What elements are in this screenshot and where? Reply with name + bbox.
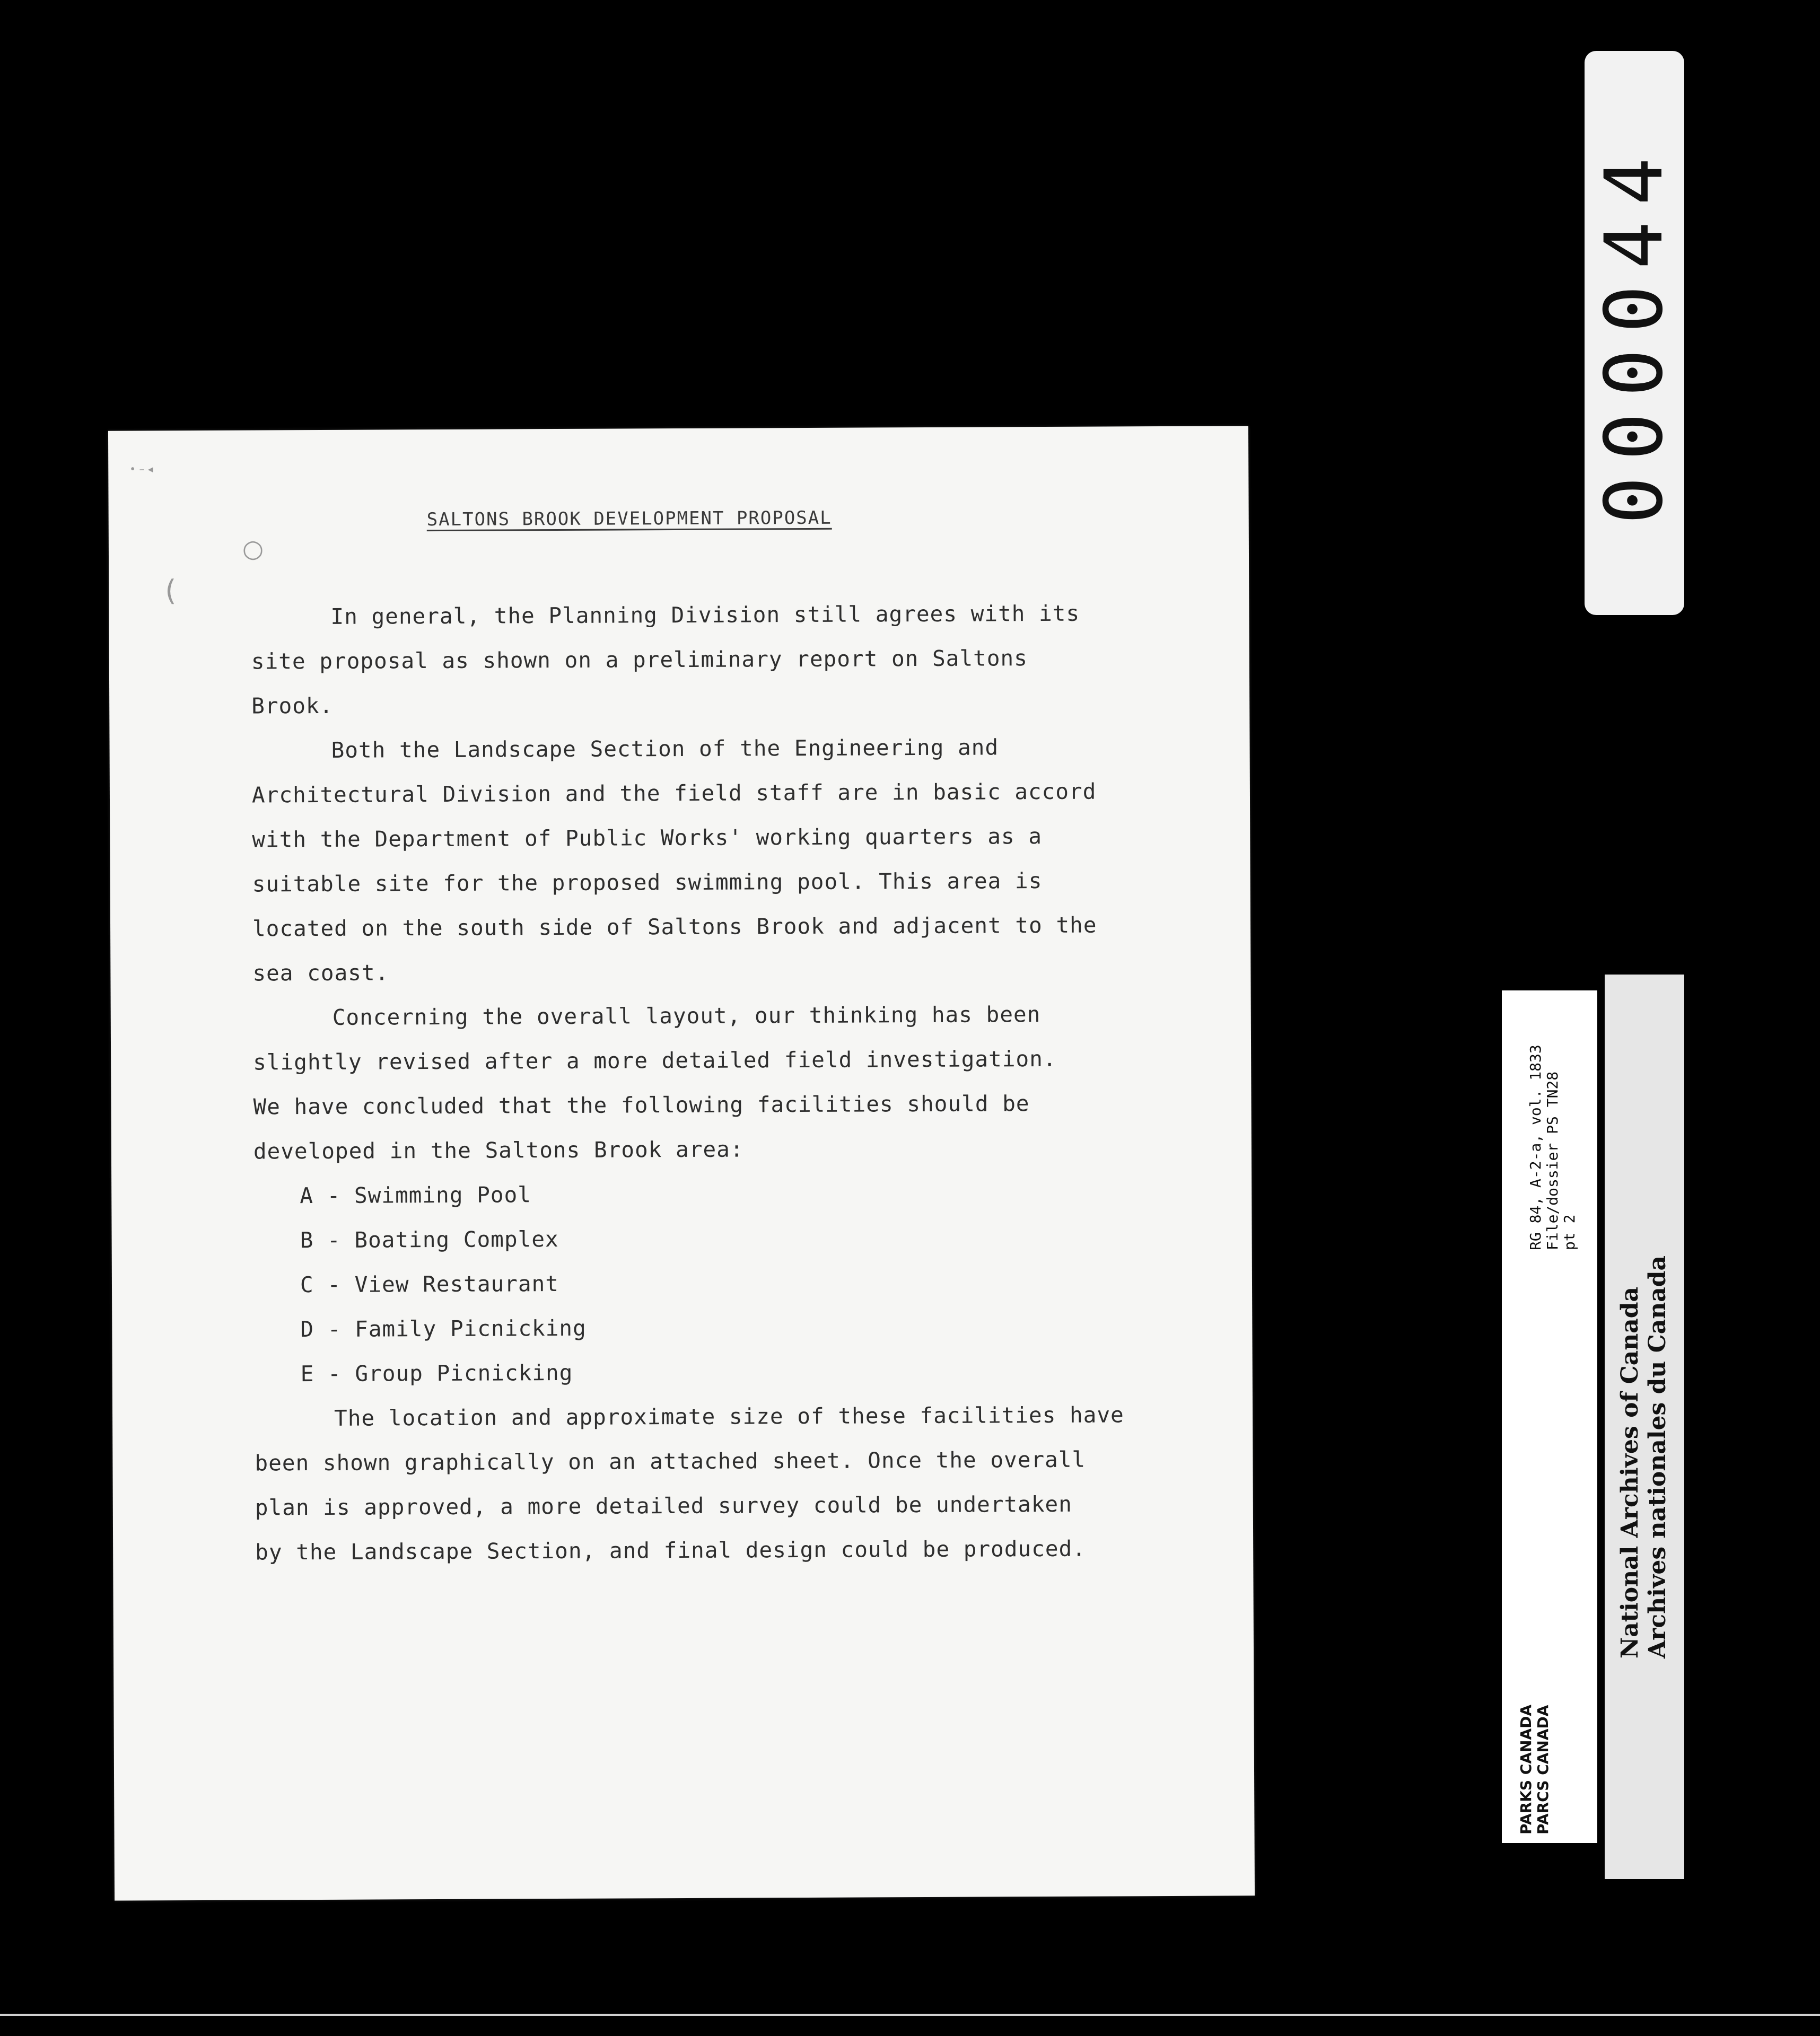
text-line: The location and approximate size of these facilities have xyxy=(334,1402,1124,1431)
text-line: Brook. xyxy=(251,692,334,719)
hole-punch-mark: ○ xyxy=(242,534,264,563)
text-line: Architectural Division and the field staff are in basic accord xyxy=(251,778,1097,808)
list-item: E - Group Picnicking xyxy=(300,1359,573,1387)
frame-number-strip xyxy=(1585,51,1684,615)
document-title: SALTONS BROOK DEVELOPMENT PROPOSAL xyxy=(426,507,832,531)
text-line: We have concluded that the following facilities should be xyxy=(253,1091,1030,1120)
list-item: D - Family Picnicking xyxy=(300,1315,587,1342)
agency-line: PARKS CANADA xyxy=(1517,1704,1535,1835)
text-line: located on the south side of Saltons Brook and adjacent to the xyxy=(252,912,1097,942)
institution-block xyxy=(1616,1256,1672,1658)
film-edge-line xyxy=(0,2014,1820,2016)
list-item: C - View Restaurant xyxy=(300,1271,559,1298)
agency-line: PARCS CANADA xyxy=(1534,1705,1552,1835)
text-line: with the Department of Public Works' working quarters as a xyxy=(252,823,1043,853)
reference-line: pt 2 xyxy=(1561,1214,1578,1250)
hole-punch-mark: ( xyxy=(165,574,177,608)
archive-reference-label xyxy=(1502,990,1597,1843)
frame-number: 000044 xyxy=(1588,142,1681,524)
paragraph-3 xyxy=(253,991,1219,1174)
reference-block xyxy=(1527,1045,1578,1250)
agency-block xyxy=(1518,1705,1552,1835)
paragraph-2 xyxy=(251,724,1218,996)
reference-line: File/dossier PS TN28 xyxy=(1544,1071,1561,1250)
institution-line: Archives nationales du Canada xyxy=(1644,1255,1671,1658)
text-line: been shown graphically on an attached sheet. Once the overall xyxy=(255,1446,1086,1476)
text-line: suitable site for the proposed swimming pool. This area is xyxy=(252,868,1043,897)
list-item: B - Boating Complex xyxy=(300,1226,559,1253)
text-line: developed in the Saltons Brook area: xyxy=(253,1136,744,1164)
text-line: site proposal as shown on a preliminary report on Saltons xyxy=(251,645,1028,674)
list-item: A - Swimming Pool xyxy=(300,1182,532,1209)
facilities-list xyxy=(300,1172,587,1396)
text-line: slightly revised after a more detailed field investigation. xyxy=(253,1046,1057,1075)
page-speck: • – ◂ xyxy=(129,462,153,476)
institution-label xyxy=(1605,975,1684,1879)
document-page xyxy=(108,426,1255,1900)
text-line: plan is approved, a more detailed survey could be undertaken xyxy=(255,1491,1072,1521)
text-line: Concerning the overall layout, our thinking has been xyxy=(332,1002,1041,1030)
institution-line: National Archives of Canada xyxy=(1616,1286,1643,1658)
reference-line: RG 84, A-2-a, vol. 1833 xyxy=(1527,1045,1544,1250)
text-line: In general, the Planning Division still agrees with its xyxy=(330,600,1080,629)
text-line: sea coast. xyxy=(252,960,389,986)
text-line: by the Landscape Section, and final design could be produced. xyxy=(255,1535,1087,1565)
paragraph-1 xyxy=(251,591,1217,729)
paragraph-4 xyxy=(255,1392,1220,1575)
text-line: Both the Landscape Section of the Engineering and xyxy=(331,734,999,763)
